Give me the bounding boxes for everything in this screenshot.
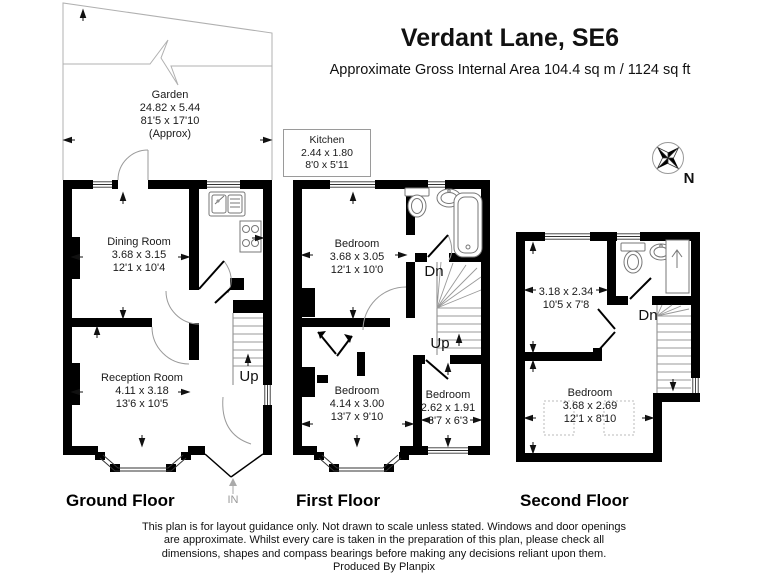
second-floor-plan — [516, 232, 700, 462]
ground-floor-plan — [63, 150, 272, 494]
dim-metric: 3.18 x 2.34 — [538, 286, 594, 298]
dim-imperial: 10'5 x 7'8 — [542, 299, 590, 311]
dim-imperial: 8'0 x 5'11 — [305, 159, 349, 171]
kitchen-callout — [283, 129, 371, 177]
dining-room-label — [107, 236, 171, 275]
room-name: Bedroom — [334, 238, 380, 250]
room-name: Dining Room — [107, 236, 171, 248]
garden-label — [140, 89, 201, 141]
bedroom-front-label — [330, 385, 384, 424]
page-title: Verdant Lane, SE6 — [400, 24, 620, 52]
disclaimer-line: are approximate. Whilst every care is taken in the preparation of this plan, please check all — [163, 534, 605, 547]
dim-imperial: 12'1 x 10'0 — [330, 264, 384, 276]
dim-metric: 2.62 x 1.91 — [420, 402, 476, 414]
bathtub-icon — [454, 193, 482, 257]
dim-metric: 3.68 x 2.69 — [562, 400, 618, 412]
dim-metric: 2.44 x 1.80 — [301, 146, 353, 159]
approx-note: (Approx) — [148, 128, 192, 140]
disclaimer — [0, 521, 768, 575]
ground-floor-title: Ground Floor — [66, 491, 175, 510]
room-name: Bedroom — [567, 387, 613, 399]
room-name: Kitchen — [309, 134, 345, 146]
compass-north-label: N — [683, 170, 695, 187]
dim-metric: 4.14 x 3.00 — [329, 398, 385, 410]
second-floor-room-label — [539, 286, 593, 312]
bedroom-rear-label — [330, 238, 384, 277]
dim-imperial: 8'7 x 6'3 — [427, 415, 469, 427]
first-floor-plan — [293, 180, 490, 472]
dim-imperial: 12'1 x 10'4 — [112, 262, 166, 274]
page-subtitle: Approximate Gross Internal Area 104.4 sq m / 1124 sq ft — [329, 62, 691, 78]
shower-icon — [666, 240, 689, 293]
second-floor-title: Second Floor — [520, 491, 629, 510]
bay-window — [95, 452, 191, 472]
disclaimer-line: dimensions, shapes and compass bearings before making any decisions reliant upon them. — [161, 547, 607, 560]
dim-metric: 3.68 x 3.05 — [329, 251, 385, 263]
room-name: Reception Room — [101, 372, 183, 384]
dim-imperial: 13'6 x 10'5 — [115, 398, 169, 410]
disclaimer-line: This plan is for layout guidance only. Not drawn to scale unless stated. Windows and door openings — [141, 521, 627, 533]
porch — [205, 454, 263, 477]
dim-imperial: 13'7 x 9'10 — [330, 411, 384, 423]
dim-imperial: 12'1 x 8'10 — [563, 413, 617, 425]
entrance-arrow-icon — [229, 478, 237, 494]
sink-icon — [209, 192, 245, 216]
first-floor-title: First Floor — [296, 491, 381, 510]
stairs-up-label-first: Up — [430, 335, 450, 352]
dim-imperial: 81'5 x 17'10 — [140, 115, 200, 127]
producer-credit: Produced By Planpix — [332, 561, 436, 574]
stairs-down-label-first: Dn — [424, 263, 444, 280]
second-floor-bedroom-label — [563, 387, 617, 426]
reception-room-label — [101, 372, 183, 411]
room-name: Bedroom — [334, 385, 380, 397]
dim-metric: 24.82 x 5.44 — [139, 102, 201, 114]
stairs-down-label-second: Dn — [638, 307, 658, 324]
dim-metric: 3.68 x 3.15 — [111, 249, 167, 261]
stairs-up-label-ground: Up — [239, 368, 259, 385]
toilet-icon — [621, 243, 645, 273]
stairs — [657, 305, 691, 393]
dim-metric: 4.11 x 3.18 — [115, 385, 169, 397]
bedroom-small-label — [421, 389, 475, 428]
compass-rose — [653, 143, 684, 174]
entrance-in-label: IN — [227, 494, 239, 506]
room-name: Garden — [151, 89, 189, 101]
bay-window — [314, 452, 409, 472]
room-name: Bedroom — [425, 389, 471, 401]
door-leaves — [199, 261, 231, 303]
